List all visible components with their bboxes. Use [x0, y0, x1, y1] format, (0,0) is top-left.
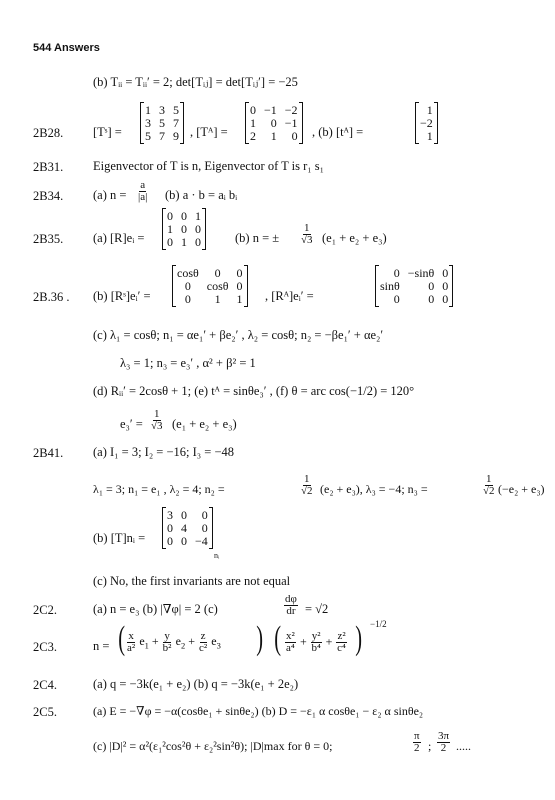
problem-label-2C4: 2C4. — [33, 678, 57, 692]
matrix-label-ta: , [Tᴬ] = — [190, 125, 228, 139]
answer-line: (d) Rᵢᵢ′ = 2cosθ + 1; (e) tᴬ = sinθe₃′ , (f) θ = arc cos(−1/2) = 120° — [93, 384, 415, 398]
paren-left: ( — [274, 620, 282, 657]
fraction: $\frac{\pi}{2}$ — [414, 730, 420, 754]
ellipsis: ..... — [456, 739, 471, 753]
fraction: $\frac{1}{√3}$ — [301, 222, 313, 246]
answer-part: n = — [93, 639, 110, 653]
matrix-r: 0 0 1 1 0 0 0 1 0 — [162, 209, 206, 249]
matrix-rs: cosθ 0 0 0 cosθ 0 0 1 1 — [172, 266, 248, 306]
problem-label-2C5: 2C5. — [33, 705, 57, 719]
answer-part: (−e₂ + e₃) — [498, 482, 545, 496]
problem-label-2C2: 2C2. — [33, 603, 57, 617]
page-header: 544 Answers — [33, 42, 100, 54]
separator: ; — [428, 739, 432, 753]
answer-part: (b) [T]nᵢ = — [93, 531, 146, 545]
answer-part: (c) |D|² = α²(ε₁²cos²θ + ε₂²sin²θ); |D|max for θ = 0; — [93, 739, 333, 753]
answer-part: (b) [Rˢ]eᵢ′ = — [93, 289, 151, 303]
answer-part: (e₁ + e₂ + e₃) — [322, 231, 387, 245]
paren-left: ( — [118, 620, 126, 657]
fraction: $\frac{d\varphi}{dr}$ — [285, 593, 297, 617]
problem-label-2B36: 2B.36 . — [33, 290, 70, 304]
norm-expression: $\frac{\text{x²}}{\text{a⁴}}$ + $\frac{\text{y²}}{\text{b⁴}}$ + $\frac{\text{z²}}{\text{c⁴}}$ — [286, 630, 346, 654]
paren-right: ) — [355, 620, 363, 657]
answer-line: λ₃ = 1; n₃ = e₃′ , α² + β² = 1 — [120, 356, 256, 370]
matrix-ta: 0 −1 −2 1 0 −1 2 1 0 — [245, 103, 303, 143]
answer-part: λ₁ = 3; n₁ = e₁ , λ₂ = 4; n₂ = — [93, 482, 225, 496]
matrix-t-n: 3 0 0 0 4 0 0 0 −4 — [162, 508, 213, 548]
exponent: −1/2 — [370, 619, 387, 629]
matrix-label-ts: [Tˢ] = — [93, 125, 122, 139]
answer-line: (a) I₁ = 3; I₂ = −16; I₃ = −48 — [93, 445, 235, 459]
fraction: $\frac{1}{√2}$ — [483, 473, 495, 497]
answer-part: , [Rᴬ]eᵢ′ = — [265, 289, 314, 303]
answer-line: (c) No, the first invariants are not equal — [93, 574, 291, 588]
problem-label-2B34: 2B34. — [33, 189, 64, 203]
answer-part: (a) n = e₃ (b) |∇φ| = 2 (c) — [93, 602, 218, 616]
answer-part: (a) n = — [93, 188, 127, 202]
problem-label-2B41: 2B41. — [33, 446, 64, 460]
answer-part: (b) a · b = aᵢ bᵢ — [165, 188, 238, 202]
problem-label-2B31: 2B31. — [33, 160, 64, 174]
answer-line: (b) Tᵢᵢ = Tᵢᵢ′ = 2; det[Tᵢⱼ] = det[Tᵢⱼ′] = −25 — [93, 75, 298, 89]
answer-part: e₃′ = — [120, 417, 143, 431]
answer-line: Eigenvector of T is n, Eigenvector of T is r₁ s₁ — [93, 159, 325, 173]
answer-part: (a) [R]eᵢ = — [93, 231, 145, 245]
fraction: $\frac{3\pi}{2}$ — [438, 730, 450, 754]
fraction: $\frac{1}{√2}$ — [301, 473, 313, 497]
fraction: $\frac{1}{√3}$ — [151, 408, 163, 432]
problem-label-2B35: 2B35. — [33, 232, 64, 246]
answer-part: (e₂ + e₃), λ₃ = −4; n₃ = — [320, 482, 428, 496]
problem-label-2C3: 2C3. — [33, 640, 57, 654]
vector-ta: 1 −2 1 — [415, 103, 438, 143]
answer-line: (a) q = −3k(e₁ + e₂) (b) q = −3k(e₁ + 2e₂) — [93, 677, 299, 691]
gradient-expression: $\frac{x}{\text{a²}}$ $e_1$ + $\frac{y}{\text{b²}}$ $e_2$ + $\frac{z}{\text{c²}}$ $e_3$ — [127, 630, 221, 654]
matrix-ts: 1 3 5 3 5 7 5 7 9 — [140, 103, 184, 143]
paren-right: ) — [256, 620, 264, 657]
answer-line: (a) E = −∇φ = −α(cosθe₁ + sinθe₂) (b) D = −ε₁ α cosθe₁ − ε₂ α sinθe₂ — [93, 704, 424, 718]
answer-part: (e₁ + e₂ + e₃) — [172, 417, 237, 431]
answer-part: (b) n = ± — [235, 231, 280, 245]
matrix-ra: 0 −sinθ 0 sinθ 0 0 0 0 0 — [375, 266, 453, 306]
vector-label-ta: , (b) [tᴬ] = — [312, 125, 364, 139]
answer-part: = √2 — [305, 602, 329, 616]
problem-label-2B28: 2B28. — [33, 126, 64, 140]
answer-line: (c) λ₁ = cosθ; n₁ = αe₁′ + βe₂′ , λ₂ = cosθ; n₂ = −βe₁′ + αe₂′ — [93, 328, 384, 342]
fraction: $\frac{a}{|a|}$ — [138, 179, 148, 203]
matrix-subscript: nᵢ — [214, 551, 220, 560]
